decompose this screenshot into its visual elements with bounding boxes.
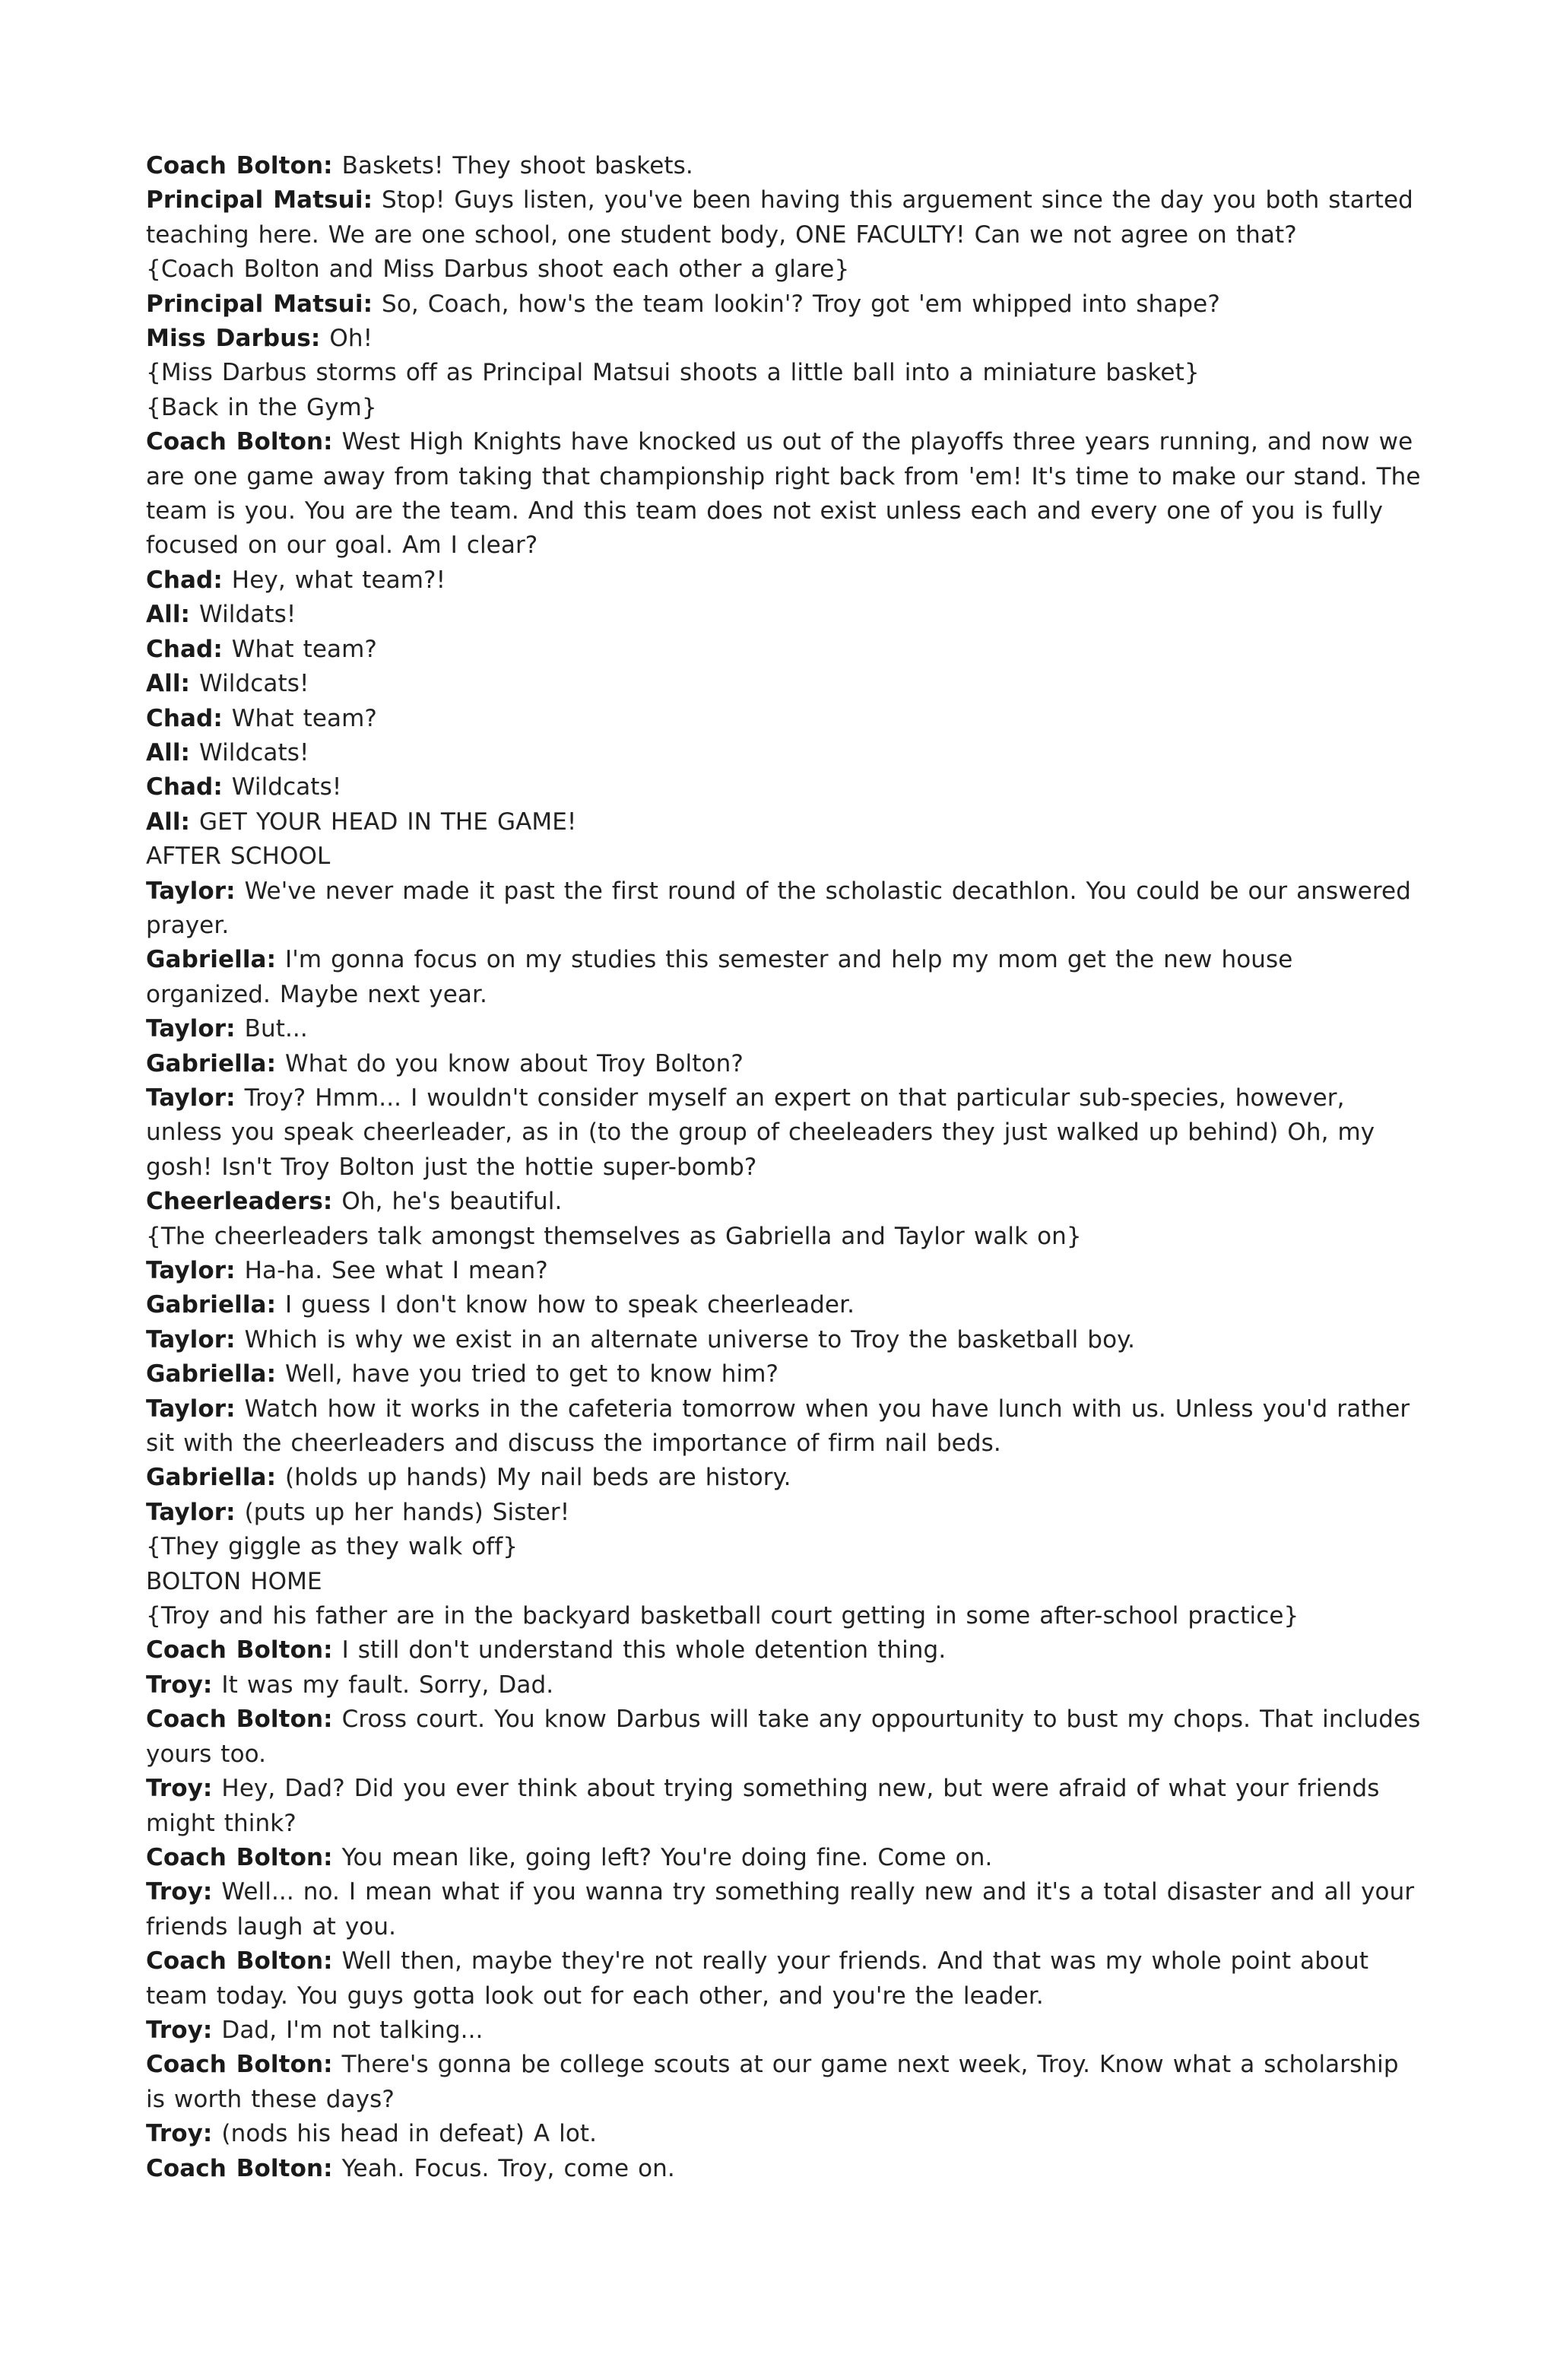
dialogue-line	[146, 149, 1423, 183]
dialogue-text: It was my fault. Sorry, Dad.	[221, 1671, 554, 1699]
direction-text: AFTER SCHOOL	[146, 843, 331, 871]
dialogue-line	[146, 1875, 1423, 1944]
dialogue-line	[146, 2048, 1423, 2117]
dialogue-line	[146, 1357, 1423, 1392]
speaker-name: Coach Bolton:	[146, 152, 333, 179]
direction-text: {Coach Bolton and Miss Darbus shoot each other a glare}	[146, 255, 850, 284]
dialogue-text: Wildcats!	[199, 670, 309, 698]
dialogue-line	[146, 287, 1423, 322]
dialogue-text: Dad, I'm not talking...	[221, 2016, 484, 2044]
speaker-name: Coach Bolton:	[146, 428, 333, 456]
dialogue-line	[146, 1668, 1423, 1702]
dialogue-line	[146, 736, 1423, 770]
speaker-name: All:	[146, 601, 191, 629]
dialogue-line	[146, 667, 1423, 701]
dialogue-line	[146, 1461, 1423, 1495]
dialogue-text: Hey, Dad? Did you ever think about trying something new, but were afraid of what your friends might think?	[146, 1775, 1380, 1837]
dialogue-text: But...	[244, 1015, 308, 1043]
dialogue-line	[146, 425, 1423, 563]
dialogue-text: So, Coach, how's the team lookin'? Troy got 'em whipped into shape?	[382, 290, 1220, 318]
dialogue-text: West High Knights have knocked us out of the playoffs three years running, and now we are one game away from taking that championship right back from 'em! It's time to make our stand. The team is you. You are the team. And this team does not exist unless each and every one of you is fully focused on our goal. Am I clear?	[146, 428, 1421, 560]
dialogue-text: Cross court. You know Darbus will take any oppourtunity to bust my chops. That includes yours too.	[146, 1706, 1421, 1768]
dialogue-line	[146, 563, 1423, 598]
dialogue-text: What team?	[231, 704, 377, 732]
stage-direction	[146, 252, 1423, 287]
dialogue-text: Well then, maybe they're not really your friends. And that was my whole point about team today. You guys gotta look out for each other, and you're the leader.	[146, 1947, 1369, 2010]
dialogue-line	[146, 1254, 1423, 1288]
speaker-name: Cheerleaders:	[146, 1188, 333, 1216]
dialogue-line	[146, 1772, 1423, 1841]
dialogue-text: Wildats!	[199, 601, 296, 629]
speaker-name: Chad:	[146, 635, 223, 663]
dialogue-line	[146, 2152, 1423, 2186]
stage-direction	[146, 839, 1423, 874]
dialogue-text: Well... no. I mean what if you wanna try something really new and it's a total disaster and all your friends laugh at you.	[146, 1878, 1415, 1940]
dialogue-text: What team?	[231, 635, 377, 663]
dialogue-line	[146, 1944, 1423, 2013]
dialogue-text: Hey, what team?!	[231, 566, 446, 594]
dialogue-text: Stop! Guys listen, you've been having this arguement since the day you both started teaching here. We are one school, one student body, ONE FACULTY! Can we not agree on that?	[146, 186, 1413, 249]
dialogue-text: Well, have you tried to get to know him?	[285, 1360, 779, 1388]
speaker-name: Coach Bolton:	[146, 1947, 333, 1975]
stage-direction	[146, 1220, 1423, 1254]
speaker-name: Coach Bolton:	[146, 1636, 333, 1664]
dialogue-text: Ha-ha. See what I mean?	[244, 1257, 548, 1284]
direction-text: BOLTON HOME	[146, 1567, 322, 1595]
direction-text: {The cheerleaders talk amongst themselves as Gabriella and Taylor walk on}	[146, 1222, 1082, 1250]
speaker-name: Troy:	[146, 1671, 213, 1699]
direction-text: {They giggle as they walk off}	[146, 1533, 518, 1561]
speaker-name: All:	[146, 670, 191, 698]
dialogue-line	[146, 2117, 1423, 2151]
dialogue-text: (nods his head in defeat) A lot.	[221, 2120, 598, 2148]
dialogue-line	[146, 1841, 1423, 1875]
direction-text: {Troy and his father are in the backyard basketball court getting in some after-school practice}	[146, 1602, 1299, 1630]
dialogue-line	[146, 1047, 1423, 1081]
speaker-name: Gabriella:	[146, 1291, 277, 1319]
speaker-name: Troy:	[146, 1775, 213, 1803]
speaker-name: Principal Matsui:	[146, 290, 373, 318]
dialogue-line	[146, 805, 1423, 839]
dialogue-line	[146, 322, 1423, 356]
speaker-name: Miss Darbus:	[146, 325, 321, 353]
speaker-name: Taylor:	[146, 1257, 236, 1284]
dialogue-line	[146, 1392, 1423, 1461]
speaker-name: Troy:	[146, 2016, 213, 2044]
stage-direction	[146, 391, 1423, 425]
speaker-name: Taylor:	[146, 1498, 236, 1526]
speaker-name: Taylor:	[146, 1084, 236, 1112]
speaker-name: Coach Bolton:	[146, 2154, 333, 2182]
speaker-name: Troy:	[146, 2120, 213, 2148]
speaker-name: Chad:	[146, 566, 223, 594]
speaker-name: All:	[146, 808, 191, 836]
dialogue-text: Wildcats!	[231, 773, 342, 801]
dialogue-text: What do you know about Troy Bolton?	[285, 1049, 744, 1077]
speaker-name: Gabriella:	[146, 1360, 277, 1388]
dialogue-line	[146, 1185, 1423, 1219]
dialogue-text: You mean like, going left? You're doing fine. Come on.	[341, 1843, 993, 1871]
dialogue-text: Oh!	[329, 325, 373, 353]
dialogue-text: I'm gonna focus on my studies this semester and help my mom get the new house organized. Maybe next year.	[146, 946, 1293, 1008]
speaker-name: Gabriella:	[146, 946, 277, 974]
dialogue-text: Watch how it works in the cafeteria tomorrow when you have lunch with us. Unless you'd rather sit with the cheerleaders and discuss the importance of firm nail beds.	[146, 1395, 1410, 1458]
dialogue-text: Which is why we exist in an alternate universe to Troy the basketball boy.	[244, 1325, 1136, 1353]
dialogue-text: (holds up hands) My nail beds are history.	[285, 1464, 791, 1492]
dialogue-text: Yeah. Focus. Troy, come on.	[341, 2154, 675, 2182]
speaker-name: Coach Bolton:	[146, 1843, 333, 1871]
speaker-name: Gabriella:	[146, 1049, 277, 1077]
direction-text: {Miss Darbus storms off as Principal Matsui shoots a little ball into a miniature basket}	[146, 359, 1200, 387]
dialogue-text: I guess I don't know how to speak cheerleader.	[285, 1291, 855, 1319]
dialogue-line	[146, 1496, 1423, 1530]
speaker-name: Troy:	[146, 1878, 213, 1906]
dialogue-text: There's gonna be college scouts at our game next week, Troy. Know what a scholarship is worth these days?	[146, 2051, 1399, 2113]
dialogue-text: We've never made it past the first round of the scholastic decathlon. You could be our answered prayer.	[146, 877, 1411, 939]
dialogue-line	[146, 1702, 1423, 1772]
direction-text: {Back in the Gym}	[146, 393, 377, 421]
dialogue-text: (puts up her hands) Sister!	[244, 1498, 570, 1526]
dialogue-line	[146, 702, 1423, 736]
speaker-name: Coach Bolton:	[146, 2051, 333, 2079]
dialogue-line	[146, 598, 1423, 632]
script-page	[146, 149, 1423, 2186]
dialogue-text: GET YOUR HEAD IN THE GAME!	[199, 808, 577, 836]
dialogue-line	[146, 943, 1423, 1012]
dialogue-line	[146, 874, 1423, 944]
dialogue-text: I still don't understand this whole detention thing.	[341, 1636, 947, 1664]
speaker-name: Taylor:	[146, 1015, 236, 1043]
speaker-name: Taylor:	[146, 1325, 236, 1353]
dialogue-line	[146, 1288, 1423, 1322]
dialogue-text: Oh, he's beautiful.	[341, 1188, 563, 1216]
speaker-name: Chad:	[146, 704, 223, 732]
dialogue-text: Wildcats!	[199, 738, 309, 766]
speaker-name: All:	[146, 738, 191, 766]
dialogue-line	[146, 183, 1423, 252]
dialogue-text: Troy? Hmm... I wouldn't consider myself an expert on that particular sub-species, however, unless you speak cheerleader, as in (to the group of cheeleaders they just walked up behind) Oh, my gosh! Isn't Troy Bolton just the hottie super-bomb?	[146, 1084, 1375, 1181]
speaker-name: Principal Matsui:	[146, 186, 373, 214]
dialogue-line	[146, 770, 1423, 804]
dialogue-text: Baskets! They shoot baskets.	[341, 152, 693, 179]
stage-direction	[146, 356, 1423, 390]
stage-direction	[146, 1530, 1423, 1564]
dialogue-line	[146, 1081, 1423, 1185]
stage-direction	[146, 1599, 1423, 1633]
dialogue-line	[146, 2013, 1423, 2048]
speaker-name: Coach Bolton:	[146, 1706, 333, 1734]
dialogue-line	[146, 1012, 1423, 1046]
dialogue-line	[146, 1323, 1423, 1357]
dialogue-line	[146, 633, 1423, 667]
speaker-name: Taylor:	[146, 877, 236, 905]
dialogue-line	[146, 1633, 1423, 1668]
speaker-name: Gabriella:	[146, 1464, 277, 1492]
stage-direction	[146, 1565, 1423, 1599]
speaker-name: Chad:	[146, 773, 223, 801]
speaker-name: Taylor:	[146, 1395, 236, 1423]
